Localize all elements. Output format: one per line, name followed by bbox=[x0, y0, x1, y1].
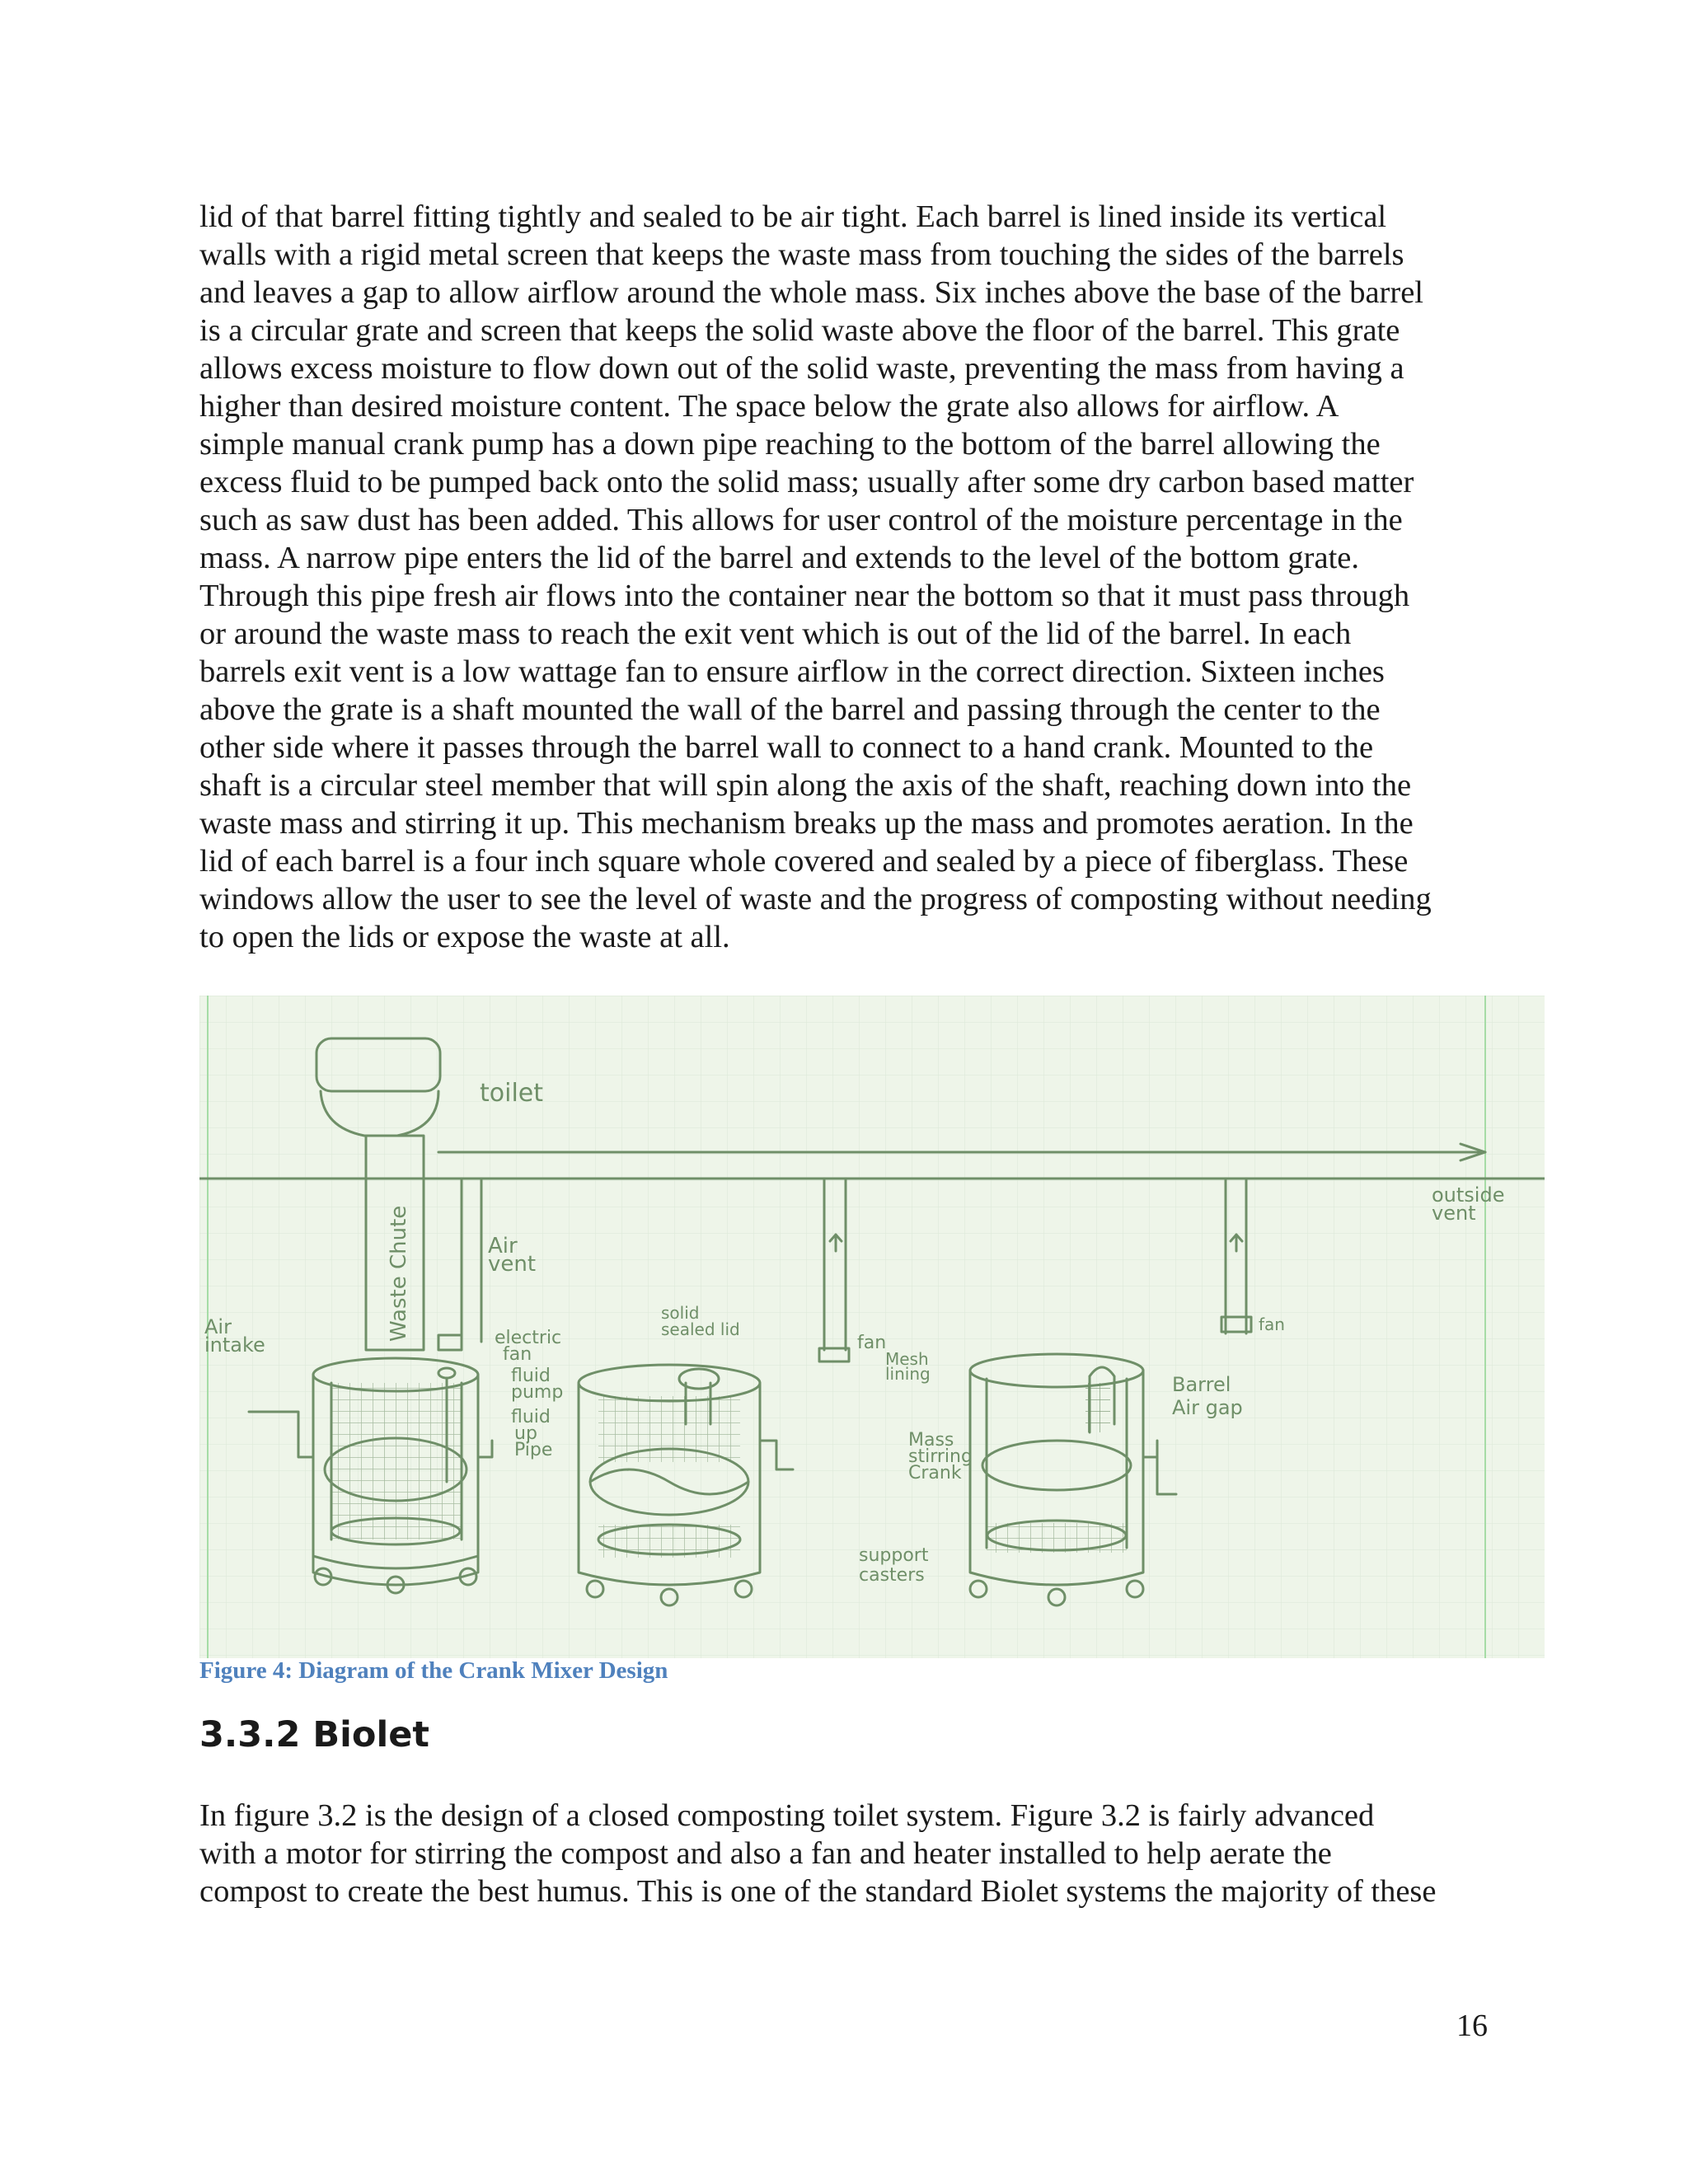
label-air-vent-2: vent bbox=[488, 1252, 537, 1277]
text-line: to open the lids or expose the waste at all. bbox=[199, 920, 730, 954]
label-solid-lid: solid bbox=[661, 1303, 700, 1323]
text-line: shaft is a circular steel member that will spin along the axis of the shaft, reaching down into the bbox=[199, 768, 1412, 803]
label-outside-vent: outside bbox=[1432, 1183, 1505, 1207]
label-air-vent: Air bbox=[488, 1234, 518, 1258]
text-line: excess fluid to be pumped back onto the solid mass; usually after some dry carbon based matter bbox=[199, 465, 1414, 499]
text-line: waste mass and stirring it up. This mechanism breaks up the mass and promotes aeration. In the bbox=[199, 806, 1414, 841]
label-fluid-up-pipe-2: up bbox=[514, 1423, 537, 1444]
label-solid-lid-2: sealed lid bbox=[661, 1319, 740, 1339]
label-barrel: Barrel bbox=[1172, 1373, 1231, 1396]
label-mass-stirring-crank-2: stirring bbox=[908, 1446, 973, 1467]
label-mesh-lining: Mesh bbox=[885, 1349, 929, 1369]
label-support-casters: support bbox=[859, 1545, 929, 1566]
section-heading: 3.3.2 Biolet bbox=[199, 1714, 429, 1755]
label-air-intake: Air bbox=[204, 1315, 232, 1338]
text-line: In figure 3.2 is the design of a closed composting toilet system. Figure 3.2 is fairly advanced bbox=[199, 1798, 1375, 1833]
text-line: walls with a rigid metal screen that keeps the waste mass from touching the sides of the barrels bbox=[199, 237, 1404, 272]
label-electric-fan: electric bbox=[495, 1328, 562, 1348]
text-line: above the grate is a shaft mounted the wall of the barrel and passing through the center to the bbox=[199, 692, 1381, 727]
label-mass-stirring-crank-3: Crank bbox=[908, 1463, 962, 1483]
text-line: allows excess moisture to flow down out of the solid waste, preventing the mass from having a bbox=[199, 351, 1404, 386]
text-line: with a motor for stirring the compost and also a fan and heater installed to help aerate the bbox=[199, 1836, 1332, 1871]
text-line: and leaves a gap to allow airflow around the whole mass. Six inches above the base of the barrel bbox=[199, 275, 1423, 310]
page-number: 16 bbox=[1456, 2008, 1488, 2043]
text-line: barrels exit vent is a low wattage fan to ensure airflow in the correct direction. Sixteen inches bbox=[199, 654, 1385, 689]
text-line: higher than desired moisture content. The space below the grate also allows for airflow. A bbox=[199, 389, 1339, 424]
text-line: lid of that barrel fitting tightly and sealed to be air tight. Each barrel is lined inside its vertical bbox=[199, 199, 1387, 234]
text-line: compost to create the best humus. This is one of the standard Biolet systems the majority of these bbox=[199, 1874, 1437, 1909]
text-line: windows allow the user to see the level of waste and the progress of composting without needing bbox=[199, 882, 1432, 916]
label-fan: fan bbox=[857, 1333, 887, 1353]
label-air-gap: Air gap bbox=[1172, 1396, 1243, 1419]
text-line: simple manual crank pump has a down pipe reaching to the bottom of the barrel allowing the bbox=[199, 427, 1381, 462]
label-fluid-up-pipe-3: Pipe bbox=[514, 1440, 553, 1460]
label-fluid-pump-2: pump bbox=[511, 1382, 564, 1403]
label-fan-right: fan bbox=[1259, 1315, 1285, 1334]
text-line: such as saw dust has been added. This allows for user control of the moisture percentage in the bbox=[199, 503, 1403, 537]
label-support-casters-2: casters bbox=[859, 1565, 925, 1586]
text-line: mass. A narrow pipe enters the lid of the barrel and extends to the level of the bottom grate. bbox=[199, 541, 1359, 575]
label-toilet: toilet bbox=[480, 1079, 544, 1108]
label-outside-vent-2: vent bbox=[1432, 1202, 1476, 1225]
text-line: or around the waste mass to reach the exit vent which is out of the lid of the barrel. In each bbox=[199, 616, 1352, 651]
label-mass-stirring-crank: Mass bbox=[908, 1430, 954, 1451]
label-air-intake-2: intake bbox=[204, 1333, 265, 1357]
label-electric-fan-2: fan bbox=[503, 1344, 532, 1365]
figure-caption: Figure 4: Diagram of the Crank Mixer Design bbox=[199, 1657, 668, 1684]
label-fluid-pump: fluid bbox=[511, 1366, 551, 1386]
label-fluid-up-pipe: fluid bbox=[511, 1407, 551, 1427]
label-waste-chute: Waste Chute bbox=[387, 1205, 411, 1342]
diagram-drawing bbox=[199, 996, 1545, 1658]
text-line: is a circular grate and screen that keeps the solid waste above the floor of the barrel. This grate bbox=[199, 313, 1400, 348]
text-line: other side where it passes through the barrel wall to connect to a hand crank. Mounted to the bbox=[199, 730, 1374, 765]
label-mesh-lining-2: lining bbox=[885, 1364, 931, 1384]
text-line: Through this pipe fresh air flows into the container near the bottom so that it must pass through bbox=[199, 579, 1410, 613]
text-line: lid of each barrel is a four inch square whole covered and sealed by a piece of fiberglass. These bbox=[199, 844, 1409, 879]
crank-mixer-diagram bbox=[199, 996, 1545, 1658]
